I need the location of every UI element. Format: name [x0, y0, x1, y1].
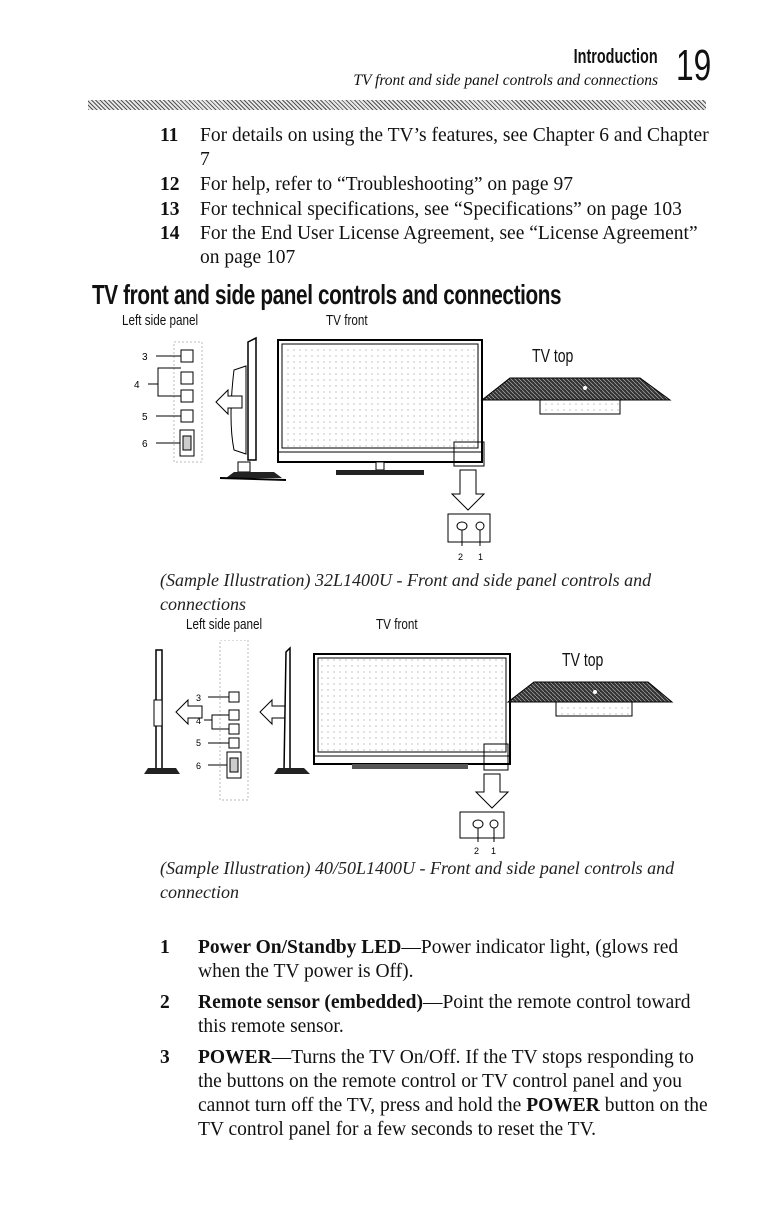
side-panel-zoom — [148, 342, 202, 462]
figure2-left-label: Left side panel — [186, 616, 263, 633]
section-title: Introduction — [574, 46, 658, 68]
intro-list: 11 For details on using the TV’s features, see Chapter 6 and Chapter 7 12 For help, refer to “Troubleshooting” on page 97 13 For technical specifications, see “Specifications” on page 103 14 For the End User License Agreement, see “License Agreement” on page 107 — [160, 125, 709, 268]
item-term: Remote sensor (embedded) — [198, 992, 423, 1013]
figure1-front-label: TV front — [326, 312, 368, 329]
figure1-illustration — [130, 330, 690, 570]
section-heading: TV front and side panel controls and connections — [92, 279, 562, 310]
tv-top-view — [508, 682, 672, 716]
tv-front — [278, 340, 484, 475]
figure2-illustration — [140, 640, 680, 860]
item-text: —Turns the TV On/Off. If the TV stops responding to the buttons on the remote control or TV control panel and you cannot turn off the TV, press and hold the — [198, 1047, 694, 1116]
front-panel-zoom — [448, 514, 490, 546]
page-header — [0, 0, 774, 110]
header-rule — [88, 100, 706, 110]
callout-1: 1 — [478, 552, 484, 562]
figure2-caption: (Sample Illustration) 40/50L1400U - Front and side panel controls and connection — [160, 858, 675, 902]
callout-2: 2 — [458, 552, 464, 562]
figure2-top-label: TV top — [562, 650, 604, 670]
header-subtitle: TV front and side panel controls and connections — [353, 72, 658, 89]
description-list: 1 Power On/Standby LED—Power indicator light, (glows red when the TV power is Off). 2 Remote sensor (embedded)—Point the remote control toward this remote sensor. 3 POWER—Turns the TV On/Off. If the TV stops responding to the buttons on the remote control or TV control panel and you cannot turn off the TV, press and hold the POWER button on the TV control panel for a few seconds to reset the TV. — [160, 937, 708, 1140]
item-term: POWER — [526, 1095, 600, 1116]
item-term: Power On/Standby LED — [198, 937, 402, 958]
callout-4: 4 — [196, 716, 202, 726]
figure2-front-label: TV front — [376, 616, 418, 633]
tv-front — [314, 654, 510, 770]
item-text: —Power indicator light, (glows red when the TV power is Off). — [198, 937, 679, 982]
callout-5: 5 — [196, 738, 202, 748]
page-number: 19 — [676, 41, 712, 90]
figure1-caption: (Sample Illustration) 32L1400U - Front and side panel controls and connections — [160, 570, 652, 614]
callout-2: 2 — [474, 846, 480, 856]
figure1-left-label: Left side panel — [122, 312, 199, 329]
callout-6: 6 — [142, 439, 148, 450]
callout-3: 3 — [196, 693, 202, 703]
callout-6: 6 — [196, 761, 202, 771]
callout-5: 5 — [142, 412, 148, 423]
tv-side-profile — [220, 338, 286, 480]
callout-1: 1 — [491, 846, 497, 856]
front-panel-zoom — [460, 812, 504, 842]
tv-top-view — [482, 378, 670, 414]
figure1-top-label: TV top — [532, 346, 574, 366]
side-panel-zoom — [204, 640, 248, 800]
item-text: —Point the remote control toward this remote sensor. — [198, 992, 691, 1037]
item-term: POWER — [198, 1047, 272, 1068]
callout-3: 3 — [142, 352, 148, 363]
item-text: button on the TV control panel for a few seconds to reset the TV. — [198, 1095, 708, 1140]
callout-4: 4 — [134, 380, 140, 391]
tv-side-profile — [144, 650, 180, 774]
